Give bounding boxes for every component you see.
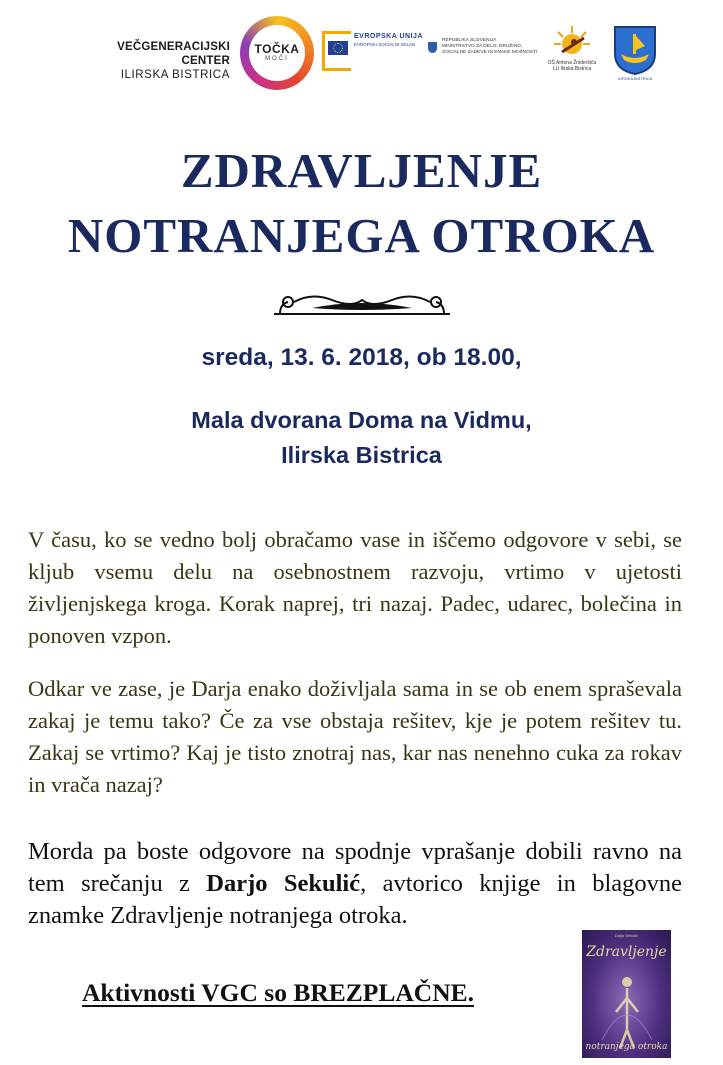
book-subtitle: notranjega otroka bbox=[585, 1042, 668, 1052]
tocka-logo-title: TOČKA bbox=[254, 42, 300, 56]
eu-logo-title: EVROPSKA UNIJA bbox=[354, 33, 423, 40]
ministry-line2: MINISTRSTVO ZA DELO, DRUŽINO, bbox=[442, 44, 523, 49]
free-activities-notice: Aktivnosti VGC so BREZPLAČNE. bbox=[82, 978, 475, 1007]
event-date: sreda, 13. 6. 2018, ob 18.00, bbox=[201, 344, 522, 371]
page-title-line2: NOTRANJEGA OTROKA bbox=[67, 208, 656, 263]
tocka-logo-sub: MOČI bbox=[265, 56, 289, 62]
eu-logo-text bbox=[354, 33, 423, 48]
tocka-moci-logo-center bbox=[249, 25, 305, 81]
event-venue-line1: Mala dvorana Doma na Vidmu, bbox=[191, 407, 532, 433]
intro-paragraph: V času, ko se vedno bolj obračamo vase in iščemo odgovore v sebi, se kljub vsemu delu na osebnostnem razvoju, vrtimo v ujetosti življenjskega kroga. Korak naprej, tri nazaj. Padec, udarec, bolečina in ponoven vzpon. bbox=[28, 527, 682, 648]
invitation-paragraph bbox=[28, 836, 682, 932]
book-cover-image bbox=[582, 930, 671, 1058]
decorative-divider-icon bbox=[272, 288, 452, 320]
ministry-line3: SOCIALNE ZADEVE IN ENAKE MOŽNOSTI bbox=[442, 50, 538, 55]
event-venue-line2: Ilirska Bistrica bbox=[281, 442, 442, 468]
vgc-name-line2: ILIRSKA BISTRICA bbox=[120, 69, 230, 81]
tocka-moci-logo bbox=[240, 16, 314, 90]
school-logo-line1: OŠ Antona Žnideršiča bbox=[547, 60, 597, 66]
eu-flag-icon bbox=[328, 41, 348, 55]
eu-logo-sub: EVROPSKI SOCIALNI SKLAD bbox=[354, 42, 416, 47]
crest-label: ILIRSKA BISTRICA bbox=[617, 76, 653, 81]
book-title: Zdravljenje bbox=[586, 944, 667, 960]
author-name: Darjo Sekulić bbox=[206, 870, 361, 897]
ministry-line1: REPUBLIKA SLOVENIJA bbox=[442, 38, 497, 43]
municipality-crest bbox=[612, 24, 658, 81]
school-logo-line2: LU Ilirska Bistrica bbox=[552, 66, 592, 72]
slovenia-shield-icon bbox=[428, 42, 437, 53]
crest-shield-icon bbox=[612, 24, 658, 76]
invitation-text-start: Morda pa boste odgovore na spodnje vprašanje dobili ravno na tem srečanju z bbox=[28, 838, 682, 897]
eu-logo bbox=[322, 31, 430, 67]
invitation-text-end: , avtorico knjige in blagovne znamke Zdravljenje notranjega otroka. bbox=[28, 870, 682, 929]
page-title-line1: ZDRAVLJENJE bbox=[180, 143, 543, 198]
vgc-logo-text bbox=[72, 40, 230, 82]
story-paragraph: Odkar ve zase, je Darja enako doživljala sama in se ob enem spraševala zakaj je temu tako? Če za vse obstaja rešitev, kje je potem rešitev tu. Zakaj se vrtimo? Kaj je tisto znotraj nas, kar nas nenehno cuka za rokav in vrača nazaj? bbox=[28, 676, 682, 797]
sun-emblem-icon bbox=[552, 24, 592, 60]
vgc-name-line1: VEČGENERACIJSKI CENTER bbox=[117, 41, 230, 67]
school-logo bbox=[544, 24, 600, 72]
book-author: Darja Sekulić bbox=[614, 933, 639, 938]
figure-silhouette-icon bbox=[582, 930, 671, 1058]
